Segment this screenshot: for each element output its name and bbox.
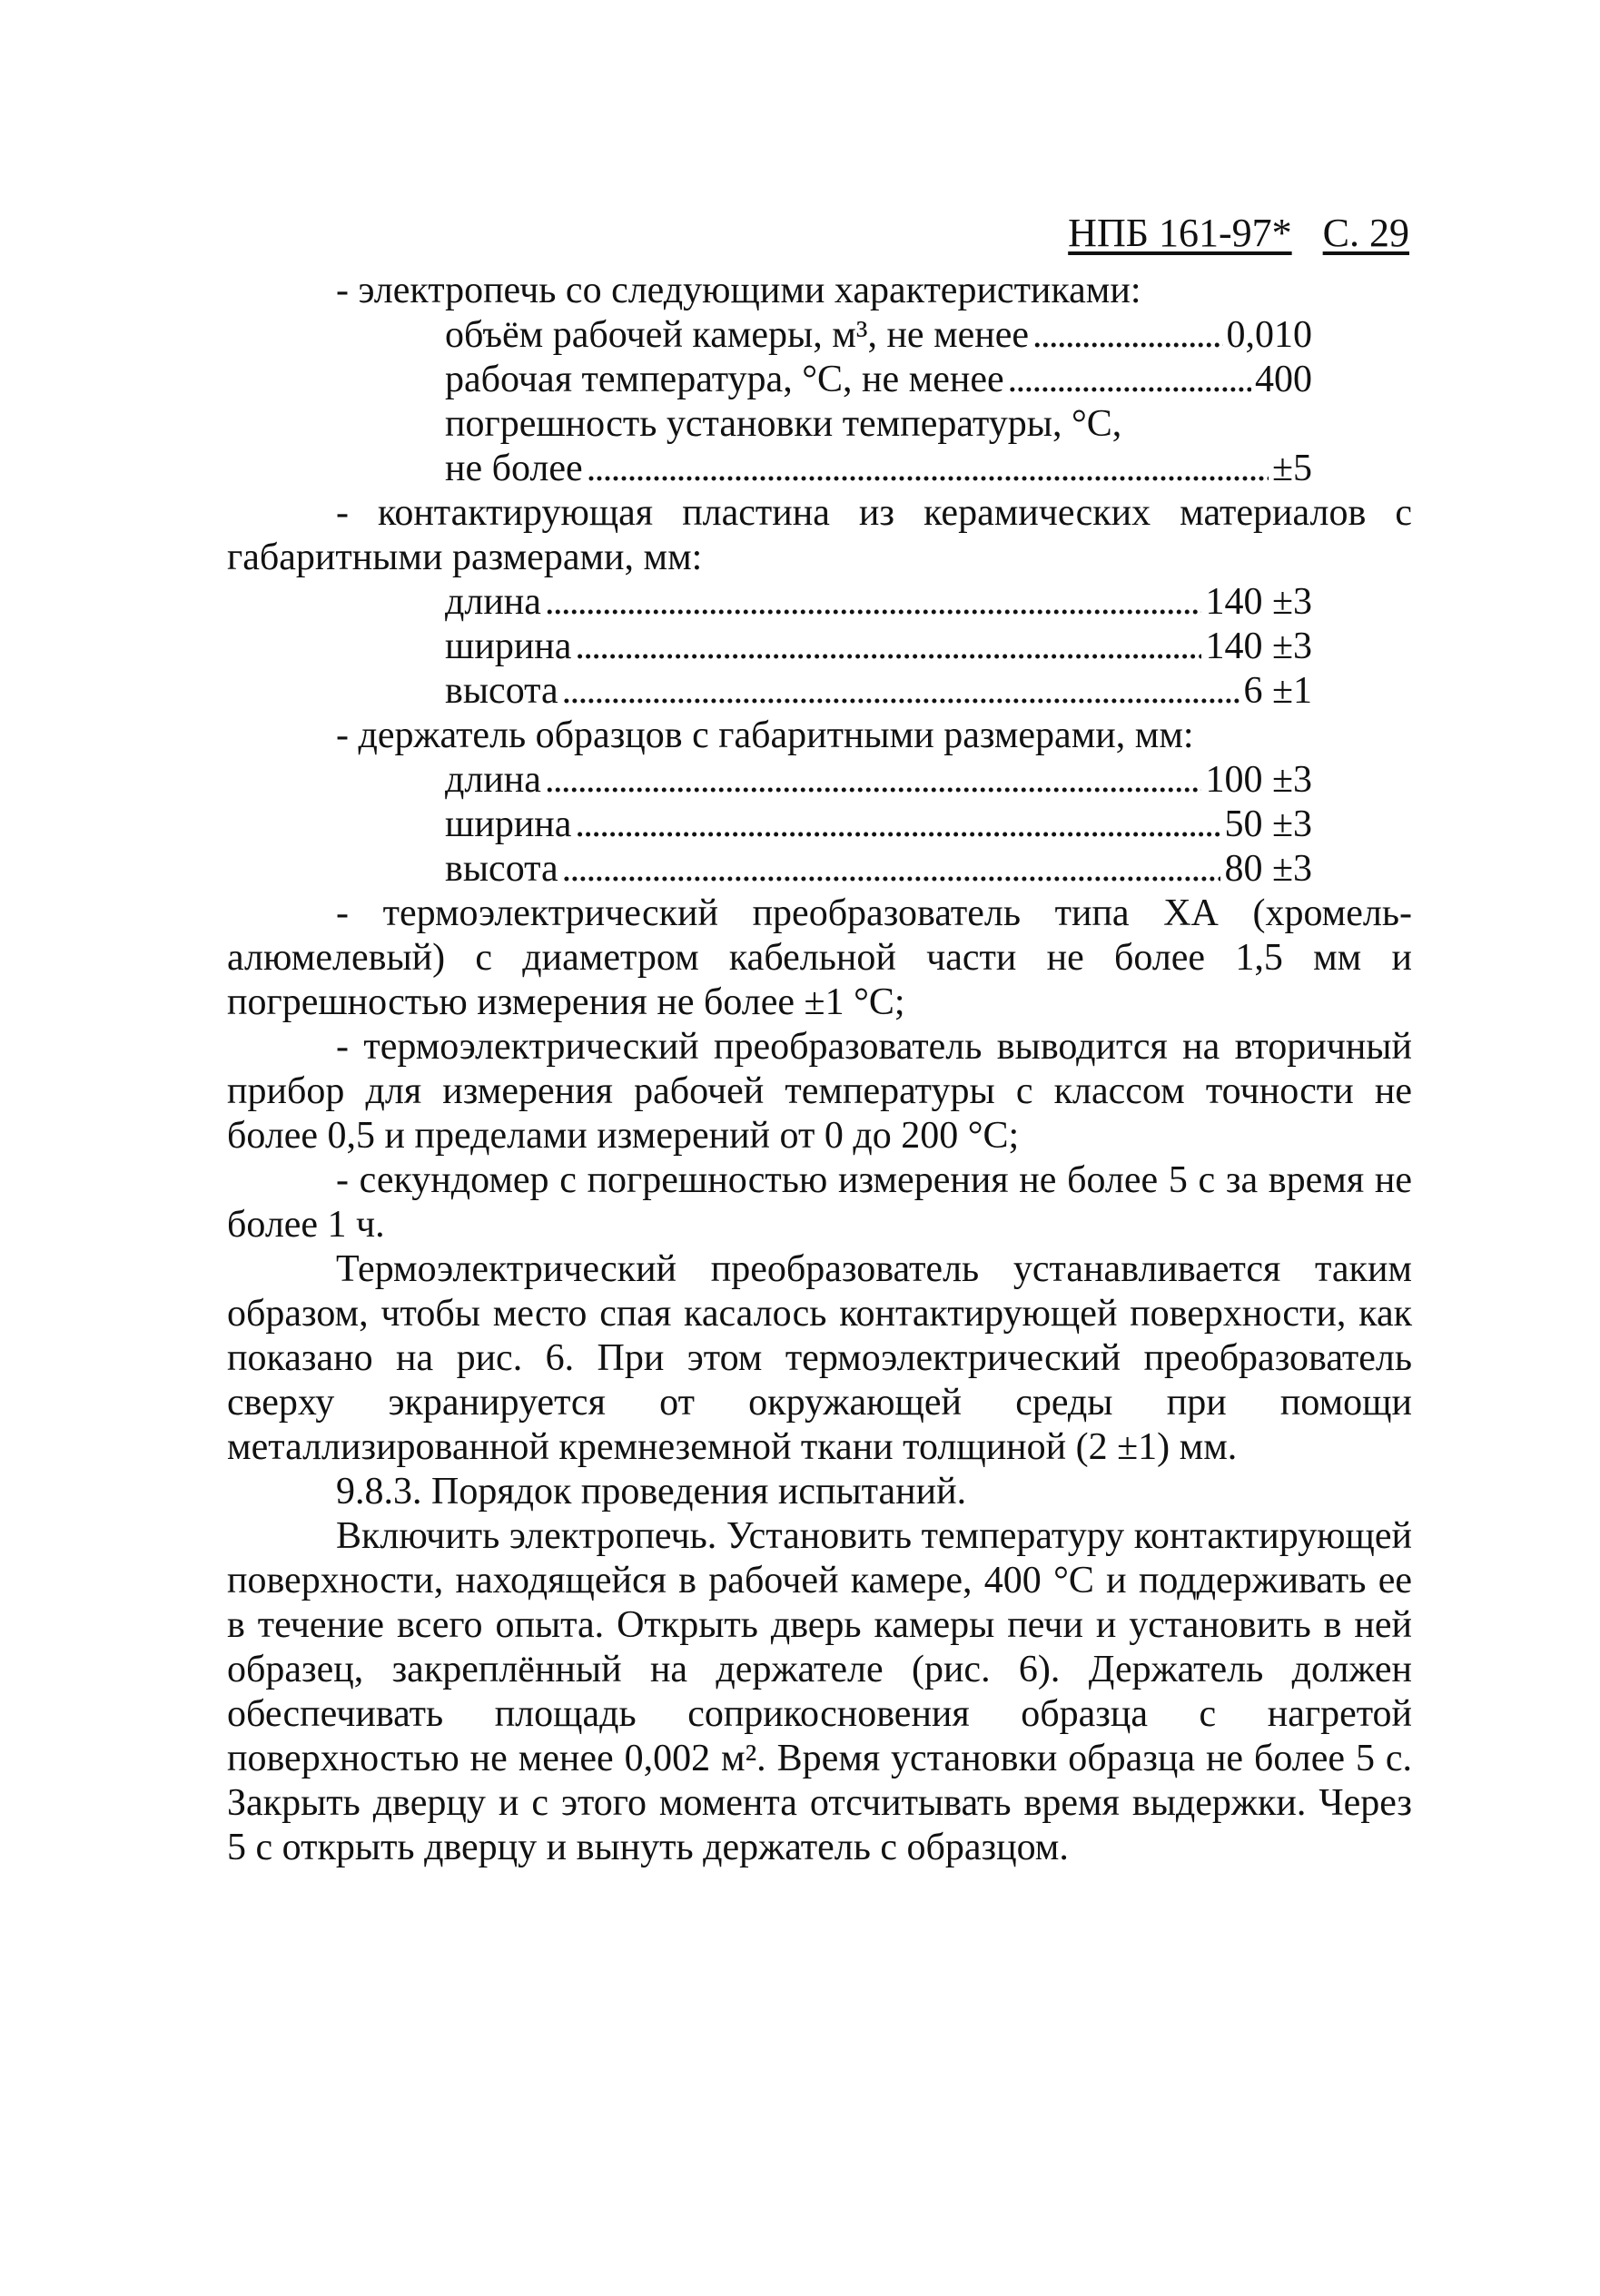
dot-leader (575, 625, 1201, 669)
plate-width-row (445, 625, 1312, 669)
furnace-temperature-row (445, 358, 1312, 402)
dot-leader (1032, 313, 1222, 358)
section-title: 9.8.3. Порядок проведения испытаний. (336, 1471, 967, 1513)
holder-intro: - держатель образцов с габаритными размерами, мм: (336, 714, 1194, 756)
installation-paragraph: Термоэлектрический преобразователь устанавливается таким образом, чтобы место спая касалось контактирующей поверхности, как показано на рис. 6. При этом термоэлектрический преобразователь сверху экранируется от окружающей среды при помощи металлизированной кремнеземной ткани толщиной (2 ±1) мм. (227, 1248, 1412, 1468)
secondary-instrument-paragraph: - термоэлектрический преобразователь выводится на вторичный прибор для измерения рабочей температуры с классом точности не более 0,5 и пределами измерений от 0 до 200 °С; (227, 1026, 1412, 1157)
row-label: не более (445, 448, 583, 489)
dot-leader (545, 758, 1202, 803)
thermocouple-paragraph: - термоэлектрический преобразователь типа ХА (хромель-алюмелевый) с диаметром кабельной части не более 1,5 мм и погрешностью измерения не более ±1 °С; (227, 892, 1412, 1023)
row-label: объём рабочей камеры, м³, не менее (445, 314, 1030, 356)
row-value: 80 ±3 (1224, 848, 1312, 890)
procedure-paragraph: Включить электропечь. Установить температуру контактирующей поверхности, находящейся в рабочей камере, 400 °С и поддерживать ее в течение всего опыта. Открыть дверь камеры печи и установить в ней образец, закреплённый на держателе (рис. 6). Держатель должен обеспечивать площадь соприкосновения образца с нагретой поверхностью не менее 0,002 м². Время установки образца не более 5 с. Закрыть дверцу и с этого момента отсчитывать время выдержки. Через 5 с открыть дверцу и вынуть держатель с образцом. (227, 1515, 1412, 1868)
row-value: 100 ±3 (1205, 759, 1312, 801)
page-header (1068, 211, 1409, 255)
row-value: 140 ±3 (1205, 581, 1312, 623)
plate-intro: - контактирующая пластина из керамических материалов с габаритными размерами, мм: (227, 492, 1412, 578)
plate-length-row (445, 580, 1312, 625)
row-label: длина (445, 759, 541, 801)
stopwatch-paragraph: - секундомер с погрешностью измерения не более 5 с за время не более 1 ч. (227, 1159, 1412, 1246)
row-label: ширина (445, 803, 572, 845)
row-value: 140 ±3 (1205, 626, 1312, 667)
plate-height-row (445, 669, 1312, 714)
row-value: 0,010 (1226, 314, 1312, 356)
dot-leader (1008, 358, 1251, 402)
row-value: 6 ±1 (1243, 670, 1312, 712)
holder-width-row (445, 803, 1312, 847)
dot-leader (587, 447, 1269, 491)
equipment-list (227, 269, 1412, 1870)
furnace-intro: - электропечь со следующими характеристиками: (336, 270, 1141, 311)
row-label: высота (445, 670, 558, 712)
row-value: 400 (1255, 359, 1312, 400)
holder-length-row (445, 758, 1312, 803)
holder-height-row (445, 847, 1312, 892)
row-value: ±5 (1271, 448, 1312, 489)
row-label: ширина (445, 626, 572, 667)
furnace-accuracy-label: погрешность установки температуры, °С, (445, 403, 1122, 445)
row-value: 50 ±3 (1224, 803, 1312, 845)
dot-leader (545, 580, 1202, 625)
row-label: высота (445, 848, 558, 890)
row-label: рабочая температура, °С, не менее (445, 359, 1004, 400)
dot-leader (562, 669, 1240, 714)
furnace-volume-row (445, 313, 1312, 358)
document-code: НПБ 161-97* (1068, 211, 1292, 255)
row-label: длина (445, 581, 541, 623)
furnace-accuracy-row (445, 447, 1312, 491)
page-number: С. 29 (1322, 211, 1409, 255)
dot-leader (575, 803, 1220, 847)
dot-leader (562, 847, 1221, 892)
